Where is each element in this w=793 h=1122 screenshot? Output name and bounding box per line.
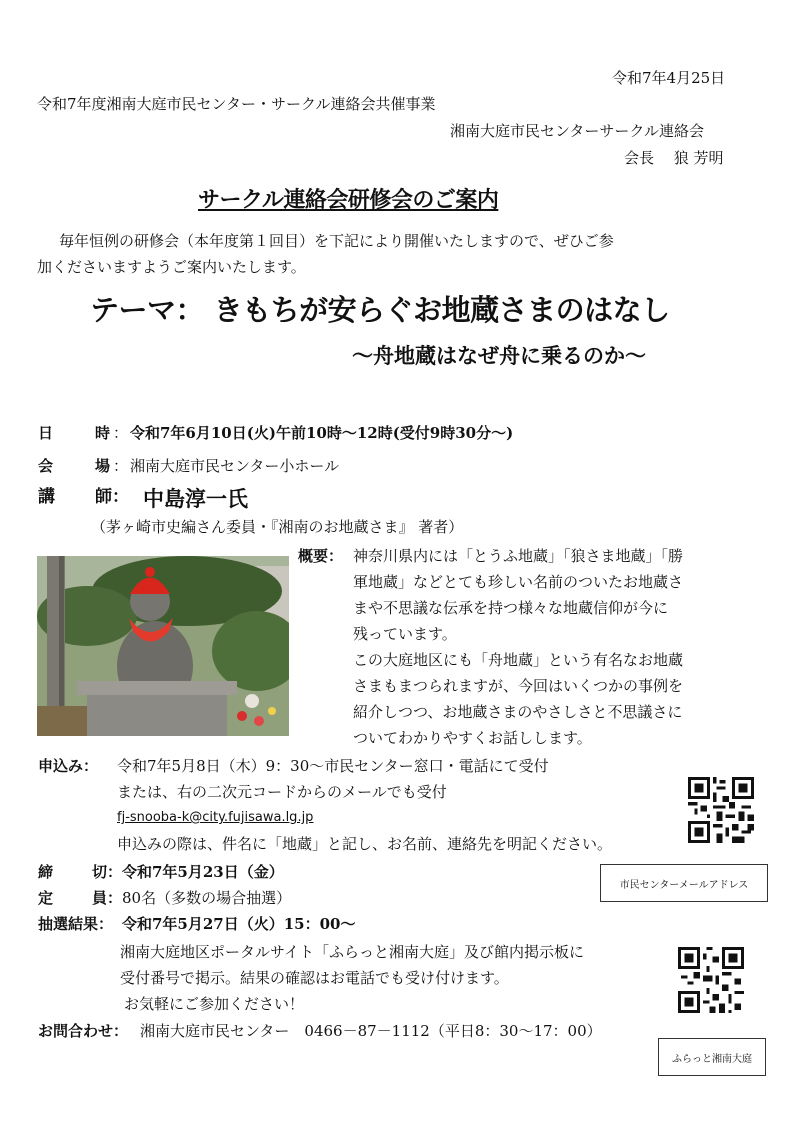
- lottery-line-3: お気軽にご参加ください！: [124, 995, 305, 1013]
- datetime-label-1: 日: [38, 424, 54, 442]
- lecturer-label-2: 師：: [95, 487, 129, 507]
- capacity-label-1: 定: [38, 889, 54, 907]
- datetime-label-2: 時: [95, 424, 111, 442]
- lecturer-label-1: 講: [38, 487, 55, 507]
- mail-qr-code[interactable]: [688, 777, 754, 847]
- lecturer-note: （茅ヶ崎市史編さん委員・『湘南のお地蔵さま』 著者）: [91, 518, 464, 536]
- lecturer-name: 中島淳一氏: [143, 486, 248, 511]
- contact-value: 湘南大庭市民センター 0466－87－1112（平日8：30～17：00）: [140, 1022, 602, 1040]
- jizo-photo: [37, 556, 289, 736]
- deadline-value: 令和7年5月23日（金）: [122, 863, 284, 881]
- overview-line-5: この大庭地区にも「舟地蔵」という有名なお地蔵: [353, 651, 684, 669]
- place-sep: ：: [113, 457, 129, 475]
- application-line-1: 令和7年5月8日（木）9：30～市民センター窓口・電話にて受付: [117, 757, 549, 775]
- overview-line-7: 紹介しつつ、お地蔵さまのやさしさと不思議さに: [353, 703, 683, 721]
- chair: 会長 狼 芳明: [624, 149, 724, 167]
- lottery-label: 抽選結果：: [38, 915, 114, 933]
- lottery-line-2: 受付番号で掲示。結果の確認はお電話でも受け付けます。: [120, 969, 509, 987]
- overview-line-6: さまもまつられますが、今回はいくつかの事例を: [353, 677, 684, 695]
- place-label-2: 場: [95, 457, 111, 475]
- contact-label: お問合わせ：: [38, 1022, 129, 1040]
- overview-label: 概要：: [298, 547, 344, 565]
- portal-qr-caption: ふらっと湘南大庭: [658, 1038, 766, 1076]
- overview-line-4: 残っています。: [353, 625, 457, 643]
- overview-line-8: ついてわかりやすくお話しします。: [353, 729, 592, 747]
- overview-line-3: まや不思議な伝承を持つ様々な地蔵信仰が今に: [353, 599, 669, 617]
- project-name: 令和7年度湘南大庭市民センター・サークル連絡会共催事業: [37, 95, 436, 113]
- overview-line-1: 神奈川県内には「とうふ地蔵」「狼さま地蔵」「勝: [353, 547, 684, 565]
- deadline-label-1: 締: [38, 863, 54, 881]
- application-label: 申込み：: [38, 757, 99, 775]
- datetime-value: 令和7年6月10日(火)午前10時～12時(受付9時30分～): [130, 424, 514, 442]
- place-value: 湘南大庭市民センター小ホール: [130, 457, 340, 475]
- overview-line-2: 軍地蔵」などとても珍しい名前のついたお地蔵さ: [353, 573, 684, 591]
- email-link[interactable]: fj-snooba-k@city.fujisawa.lg.jp: [117, 810, 314, 825]
- portal-qr-code[interactable]: [678, 947, 744, 1017]
- application-note: 申込みの際は、件名に「地蔵」と記し、お名前、連絡先を明記ください。: [117, 835, 613, 853]
- page-title: サークル連絡会研修会のご案内: [198, 188, 499, 213]
- mail-qr-caption: 市民センターメールアドレス: [600, 864, 768, 902]
- lottery-value: 令和7年5月27日（火）15：00～: [122, 915, 356, 933]
- issue-date: 令和7年4月25日: [612, 69, 726, 87]
- place-label-1: 会: [38, 457, 54, 475]
- capacity-label-2: 員：: [92, 889, 123, 907]
- theme-subtitle: ～舟地蔵はなぜ舟に乗るのか～: [352, 344, 646, 368]
- deadline-label-2: 切：: [92, 863, 123, 881]
- lottery-line-1: 湘南大庭地区ポータルサイト「ふらっと湘南大庭」及び館内掲示板に: [120, 943, 584, 961]
- theme-title: テーマ： きもちが安らぐお地蔵さまのはなし: [90, 293, 670, 327]
- intro-line-2: 加くださいますようご案内いたします。: [37, 258, 306, 276]
- application-line-2: または、右の二次元コードからのメールでも受付: [117, 783, 447, 801]
- organizer: 湘南大庭市民センターサークル連絡会: [450, 122, 704, 140]
- intro-line-1: 毎年恒例の研修会（本年度第１回目）を下記により開催いたしますので、ぜひご参: [59, 232, 614, 250]
- capacity-value: 80名（多数の場合抽選）: [122, 889, 292, 907]
- datetime-sep: ：: [113, 424, 129, 442]
